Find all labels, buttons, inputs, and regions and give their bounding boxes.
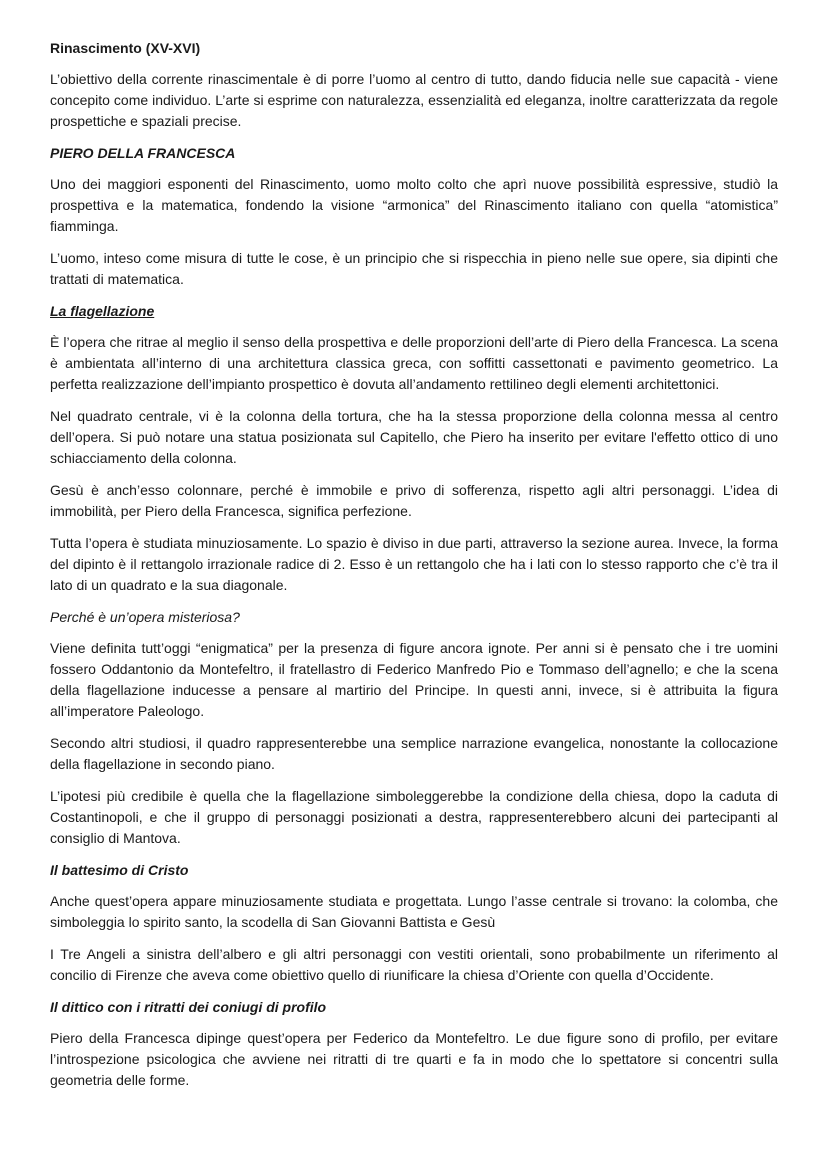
section-title-rinascimento: Rinascimento (XV-XVI) — [50, 40, 201, 56]
dittico-paragraph: Piero della Francesca dipinge quest’opera per Federico da Montefeltro. Le due figure sono di profilo, per evitare l’introspezione psicologica che avviene nei ritratti di tre quarti e fa in modo che lo spettatore si concentri sulla geometria delle forme. — [50, 1030, 778, 1088]
dittico-heading: Il dittico con i ritratti dei coniugi di profilo — [50, 999, 327, 1015]
artist-bio-paragraph: Uno dei maggiori esponenti del Rinascimento, uomo molto colto che aprì nuove possibilità espressive, studiò la prospettiva e la matematica, fondendo la visione “armonica” del Rinascimento italiano con quella “atomistica” fiamminga. — [50, 176, 778, 234]
flagellazione-paragraph: È l’opera che ritrae al meglio il senso della prospettiva e delle proporzioni dell’arte di Piero della Francesca. La scena è ambientata all’interno di una architettura classica greca, con soffitti cassettonati e pavimento geometrico. La perfetta realizzazione dell’impianto prospettico è dovuta all’andamento rettilineo degli elementi architettonici. — [50, 334, 778, 392]
mystery-paragraph: Secondo altri studiosi, il quadro rappresenterebbe una semplice narrazione evangelica, nonostante la collocazione della flagellazione in secondo piano. — [50, 735, 778, 772]
mystery-question-heading: Perché è un’opera misteriosa? — [50, 609, 240, 625]
document-page — [50, 38, 778, 1102]
intro-paragraph: L’obiettivo della corrente rinascimentale è di porre l’uomo al centro di tutto, dando fiducia nelle sue capacità - viene concepito come individuo. L’arte si esprime con naturalezza, essenzialità ed eleganza, inoltre caratterizzata da regole prospettiche e spaziali precise. — [50, 71, 778, 129]
flagellazione-heading: La flagellazione — [50, 303, 155, 319]
artist-heading: PIERO DELLA FRANCESCA — [50, 145, 236, 161]
artist-bio-paragraph: L’uomo, inteso come misura di tutte le cose, è un principio che si rispecchia in pieno nelle sue opere, sia dipinti che trattati di matematica. — [50, 250, 778, 287]
battesimo-heading: Il battesimo di Cristo — [50, 862, 189, 878]
flagellazione-paragraph: Tutta l’opera è studiata minuziosamente. Lo spazio è diviso in due parti, attraverso la sezione aurea. Invece, la forma del dipinto è il rettangolo irrazionale radice di 2. Esso è un rettangolo che ha i lati con lo stesso rapporto che c’è tra il lato di un quadrato e la sua diagonale. — [50, 535, 778, 593]
mystery-paragraph: Viene definita tutt’oggi “enigmatica” per la presenza di figure ancora ignote. Per anni si è pensato che i tre uomini fossero Oddantonio da Montefeltro, il fratellastro di Federico Manfredo Pio e Tommaso dell’agnello; e che la scena della flagellazione inducesse a pensare al martirio del Principe. In questi anni, invece, si è attribuita la figura all’imperatore Paleologo. — [50, 640, 778, 719]
battesimo-paragraph: Anche quest’opera appare minuziosamente studiata e progettata. Lungo l’asse centrale si trovano: la colomba, che simboleggia lo spirito santo, la scodella di San Giovanni Battista e Gesù — [50, 893, 778, 930]
flagellazione-paragraph: Gesù è anch’esso colonnare, perché è immobile e privo di sofferenza, rispetto agli altri personaggi. L’idea di immobilità, per Piero della Francesca, significa perfezione. — [50, 482, 778, 519]
mystery-paragraph: L’ipotesi più credibile è quella che la flagellazione simboleggerebbe la condizione della chiesa, dopo la caduta di Costantinopoli, e che il gruppo di personaggi posizionati a destra, rappresenterebbero alcuni dei partecipanti al consiglio di Mantova. — [50, 788, 778, 846]
battesimo-paragraph: I Tre Angeli a sinistra dell’albero e gli altri personaggi con vestiti orientali, sono probabilmente un riferimento al concilio di Firenze che aveva come obiettivo quello di riunificare la chiesa d’Oriente con quella d’Occidente. — [50, 946, 778, 983]
flagellazione-paragraph: Nel quadrato centrale, vi è la colonna della tortura, che ha la stessa proporzione della colonna messa al centro dell’opera. Si può notare una statua posizionata sul Capitello, che Piero ha inserito per evitare l'effetto ottico di uno schiacciamento della colonna. — [50, 408, 778, 466]
